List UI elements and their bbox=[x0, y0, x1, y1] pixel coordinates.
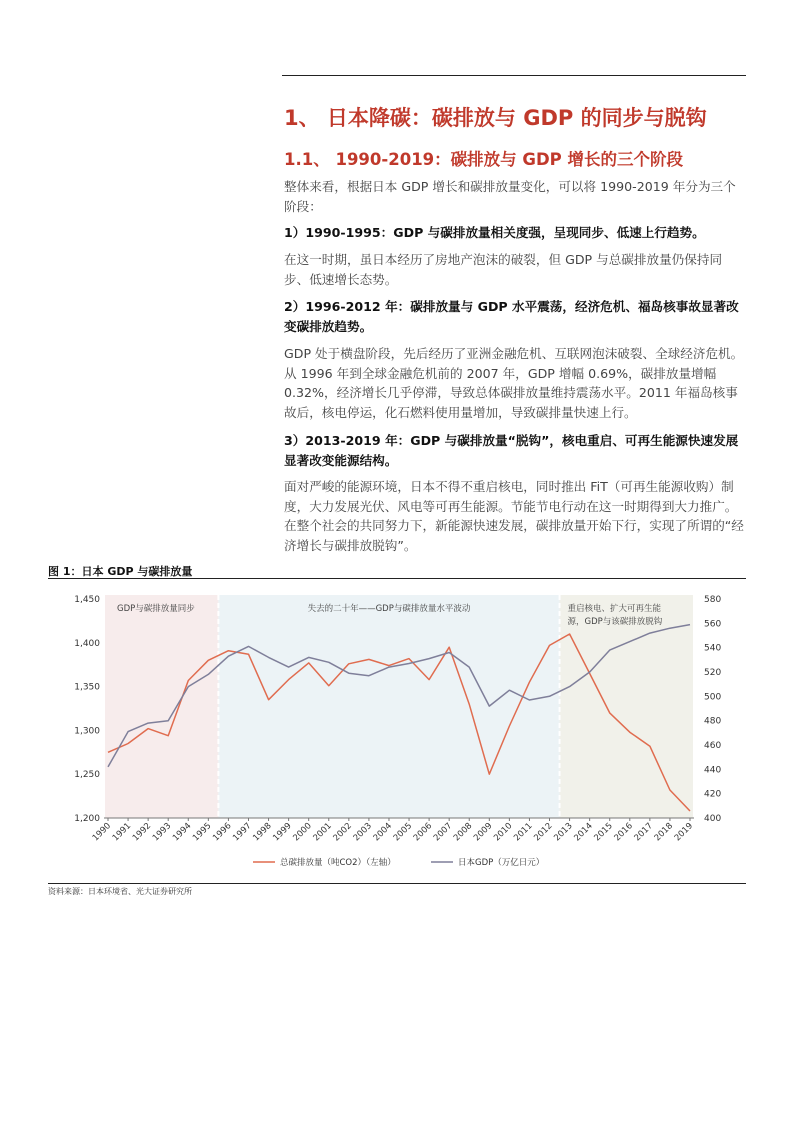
y-left-tick-label: 1,250 bbox=[74, 770, 100, 781]
y-right-tick-label: 500 bbox=[704, 692, 722, 703]
x-tick-label: 2018 bbox=[652, 821, 676, 844]
stage2-paragraph bbox=[284, 344, 746, 422]
x-tick-label: 2016 bbox=[612, 821, 635, 844]
legend-label: 日本GDP（万亿日元） bbox=[458, 858, 545, 868]
x-tick-label: 2017 bbox=[632, 821, 655, 844]
stage1-paragraph bbox=[284, 250, 746, 289]
stage3-block bbox=[284, 431, 746, 470]
phase-backgrounds bbox=[105, 595, 693, 818]
stage1-text: 在这一时期，虽日本经历了房地产泡沫的破裂，但 GDP 与总碳排放量仍保持同步、低速增长态势。 bbox=[284, 252, 723, 287]
y-left-tick-label: 1,450 bbox=[74, 595, 100, 605]
x-tick-label: 2011 bbox=[512, 821, 535, 844]
y-right-tick-label: 540 bbox=[704, 643, 722, 654]
y-left-tick-label: 1,350 bbox=[74, 682, 100, 693]
legend-label: 总碳排放量（吨CO2）（左轴） bbox=[280, 858, 396, 868]
x-tick-label: 2002 bbox=[331, 821, 354, 844]
figure-bottom-rule bbox=[48, 883, 746, 884]
phase-label: 重启核电、扩大可再生能 bbox=[567, 604, 662, 614]
phase-band bbox=[560, 595, 693, 818]
x-tick-label: 2001 bbox=[311, 821, 334, 844]
y-right-tick-label: 520 bbox=[704, 668, 722, 678]
phase-label: 失去的二十年——GDP与碳排放量水平波动 bbox=[307, 604, 471, 614]
x-tick-label: 2010 bbox=[492, 821, 515, 844]
y-right-tick-label: 560 bbox=[704, 619, 722, 630]
figure-title: 图 1：日本 GDP 与碳排放量 bbox=[48, 565, 193, 578]
stage2-text: GDP 处于横盘阶段，先后经历了亚洲金融危机、互联网泡沫破裂、全球经济危机。从 1996 年到全球金融危机前的 2007 年，GDP 增幅 0.69%，碳排放量增幅 0.32%，经济增长几乎停滞，导致总体碳排放量维持震荡水平。2011 年福岛核事故后，核电停运，化石燃料使用量增加，导致碳排量快速上行。 bbox=[284, 346, 744, 420]
figure-top-rule bbox=[48, 578, 746, 579]
x-tick-label: 2003 bbox=[351, 821, 375, 844]
x-tick-label: 1994 bbox=[171, 821, 194, 844]
y-right-tick-label: 420 bbox=[704, 789, 722, 800]
stage1-heading: 1）1990-1995：GDP 与碳排放量相关度强，呈现同步、低速上行趋势。 bbox=[284, 225, 705, 240]
y-right-tick-label: 580 bbox=[704, 595, 722, 605]
x-tick-label: 1993 bbox=[150, 821, 174, 844]
y-left-tick-label: 1,300 bbox=[74, 726, 100, 737]
header-rule bbox=[282, 75, 746, 76]
stage2-block bbox=[284, 297, 746, 336]
x-tick-label: 2007 bbox=[431, 821, 455, 844]
x-tick-label: 2019 bbox=[672, 821, 696, 844]
phase-label: 源，GDP与该碳排放脱钩 bbox=[567, 617, 663, 627]
phase-band bbox=[218, 595, 559, 818]
x-tick-label: 2000 bbox=[291, 821, 314, 844]
stage3-heading: 3）2013-2019 年：GDP 与碳排放量“脱钩”，核电重启、可再生能源快速发展显著改变能源结构。 bbox=[284, 433, 739, 468]
stage3-text: 面对严峻的能源环境，日本不得不重启核电，同时推出 FiT（可再生能源收购）制度，大力发展光伏、风电等可再生能源。节能节电行动在这一时期得到大力推广。在整个社会的共同努力下，新能源快速发展，碳排放量开始下行，实现了所谓的“经济增长与碳排放脱钩”。 bbox=[284, 479, 744, 553]
x-tick-label: 2006 bbox=[411, 821, 435, 844]
x-tick-label: 2013 bbox=[552, 821, 575, 844]
y-left-tick-label: 1,400 bbox=[74, 638, 100, 649]
y-left-tick-label: 1,200 bbox=[74, 814, 100, 824]
x-tick-label: 2008 bbox=[451, 821, 475, 844]
stage1-block bbox=[284, 223, 746, 243]
stage2-heading: 2）1996-2012 年：碳排放量与 GDP 水平震荡，经济危机、福岛核事故显著改变碳排放趋势。 bbox=[284, 299, 739, 334]
x-tick-label: 2005 bbox=[391, 821, 415, 844]
x-tick-label: 1995 bbox=[191, 821, 214, 844]
legend bbox=[253, 857, 544, 868]
phase-band bbox=[105, 595, 218, 818]
y-right-tick-label: 460 bbox=[704, 741, 722, 751]
section-subtitle: 1.1、 1990-2019：碳排放与 GDP 增长的三个阶段 bbox=[284, 150, 683, 169]
gdp-emissions-chart bbox=[48, 582, 746, 880]
intro-text: 整体来看，根据日本 GDP 增长和碳排放量变化，可以将 1990-2019 年分为三个阶段： bbox=[284, 179, 736, 214]
x-tick-label: 2015 bbox=[592, 821, 615, 844]
stage3-paragraph bbox=[284, 477, 746, 555]
y-right-tick-label: 480 bbox=[704, 716, 722, 727]
x-tick-label: 2012 bbox=[532, 821, 555, 844]
x-tick-label: 2009 bbox=[472, 821, 495, 844]
x-tick-label: 1997 bbox=[231, 821, 254, 844]
intro-paragraph bbox=[284, 177, 746, 216]
section-title: 1、 日本降碳：碳排放与 GDP 的同步与脱钩 bbox=[284, 106, 707, 130]
x-tick-label: 1998 bbox=[251, 821, 274, 844]
source-note: 资料来源：日本环境省、光大证券研究所 bbox=[48, 887, 192, 896]
y-right-tick-label: 440 bbox=[704, 765, 722, 776]
x-tick-label: 1991 bbox=[110, 821, 134, 844]
x-tick-label: 1999 bbox=[271, 821, 294, 844]
phase-label: GDP与碳排放量同步 bbox=[117, 604, 195, 614]
y-right-tick-label: 400 bbox=[704, 814, 722, 824]
x-tick-label: 1990 bbox=[90, 821, 114, 844]
x-tick-label: 1992 bbox=[130, 821, 154, 844]
x-tick-label: 2004 bbox=[371, 821, 395, 844]
x-tick-label: 1996 bbox=[211, 821, 234, 844]
x-tick-label: 2014 bbox=[572, 821, 595, 844]
